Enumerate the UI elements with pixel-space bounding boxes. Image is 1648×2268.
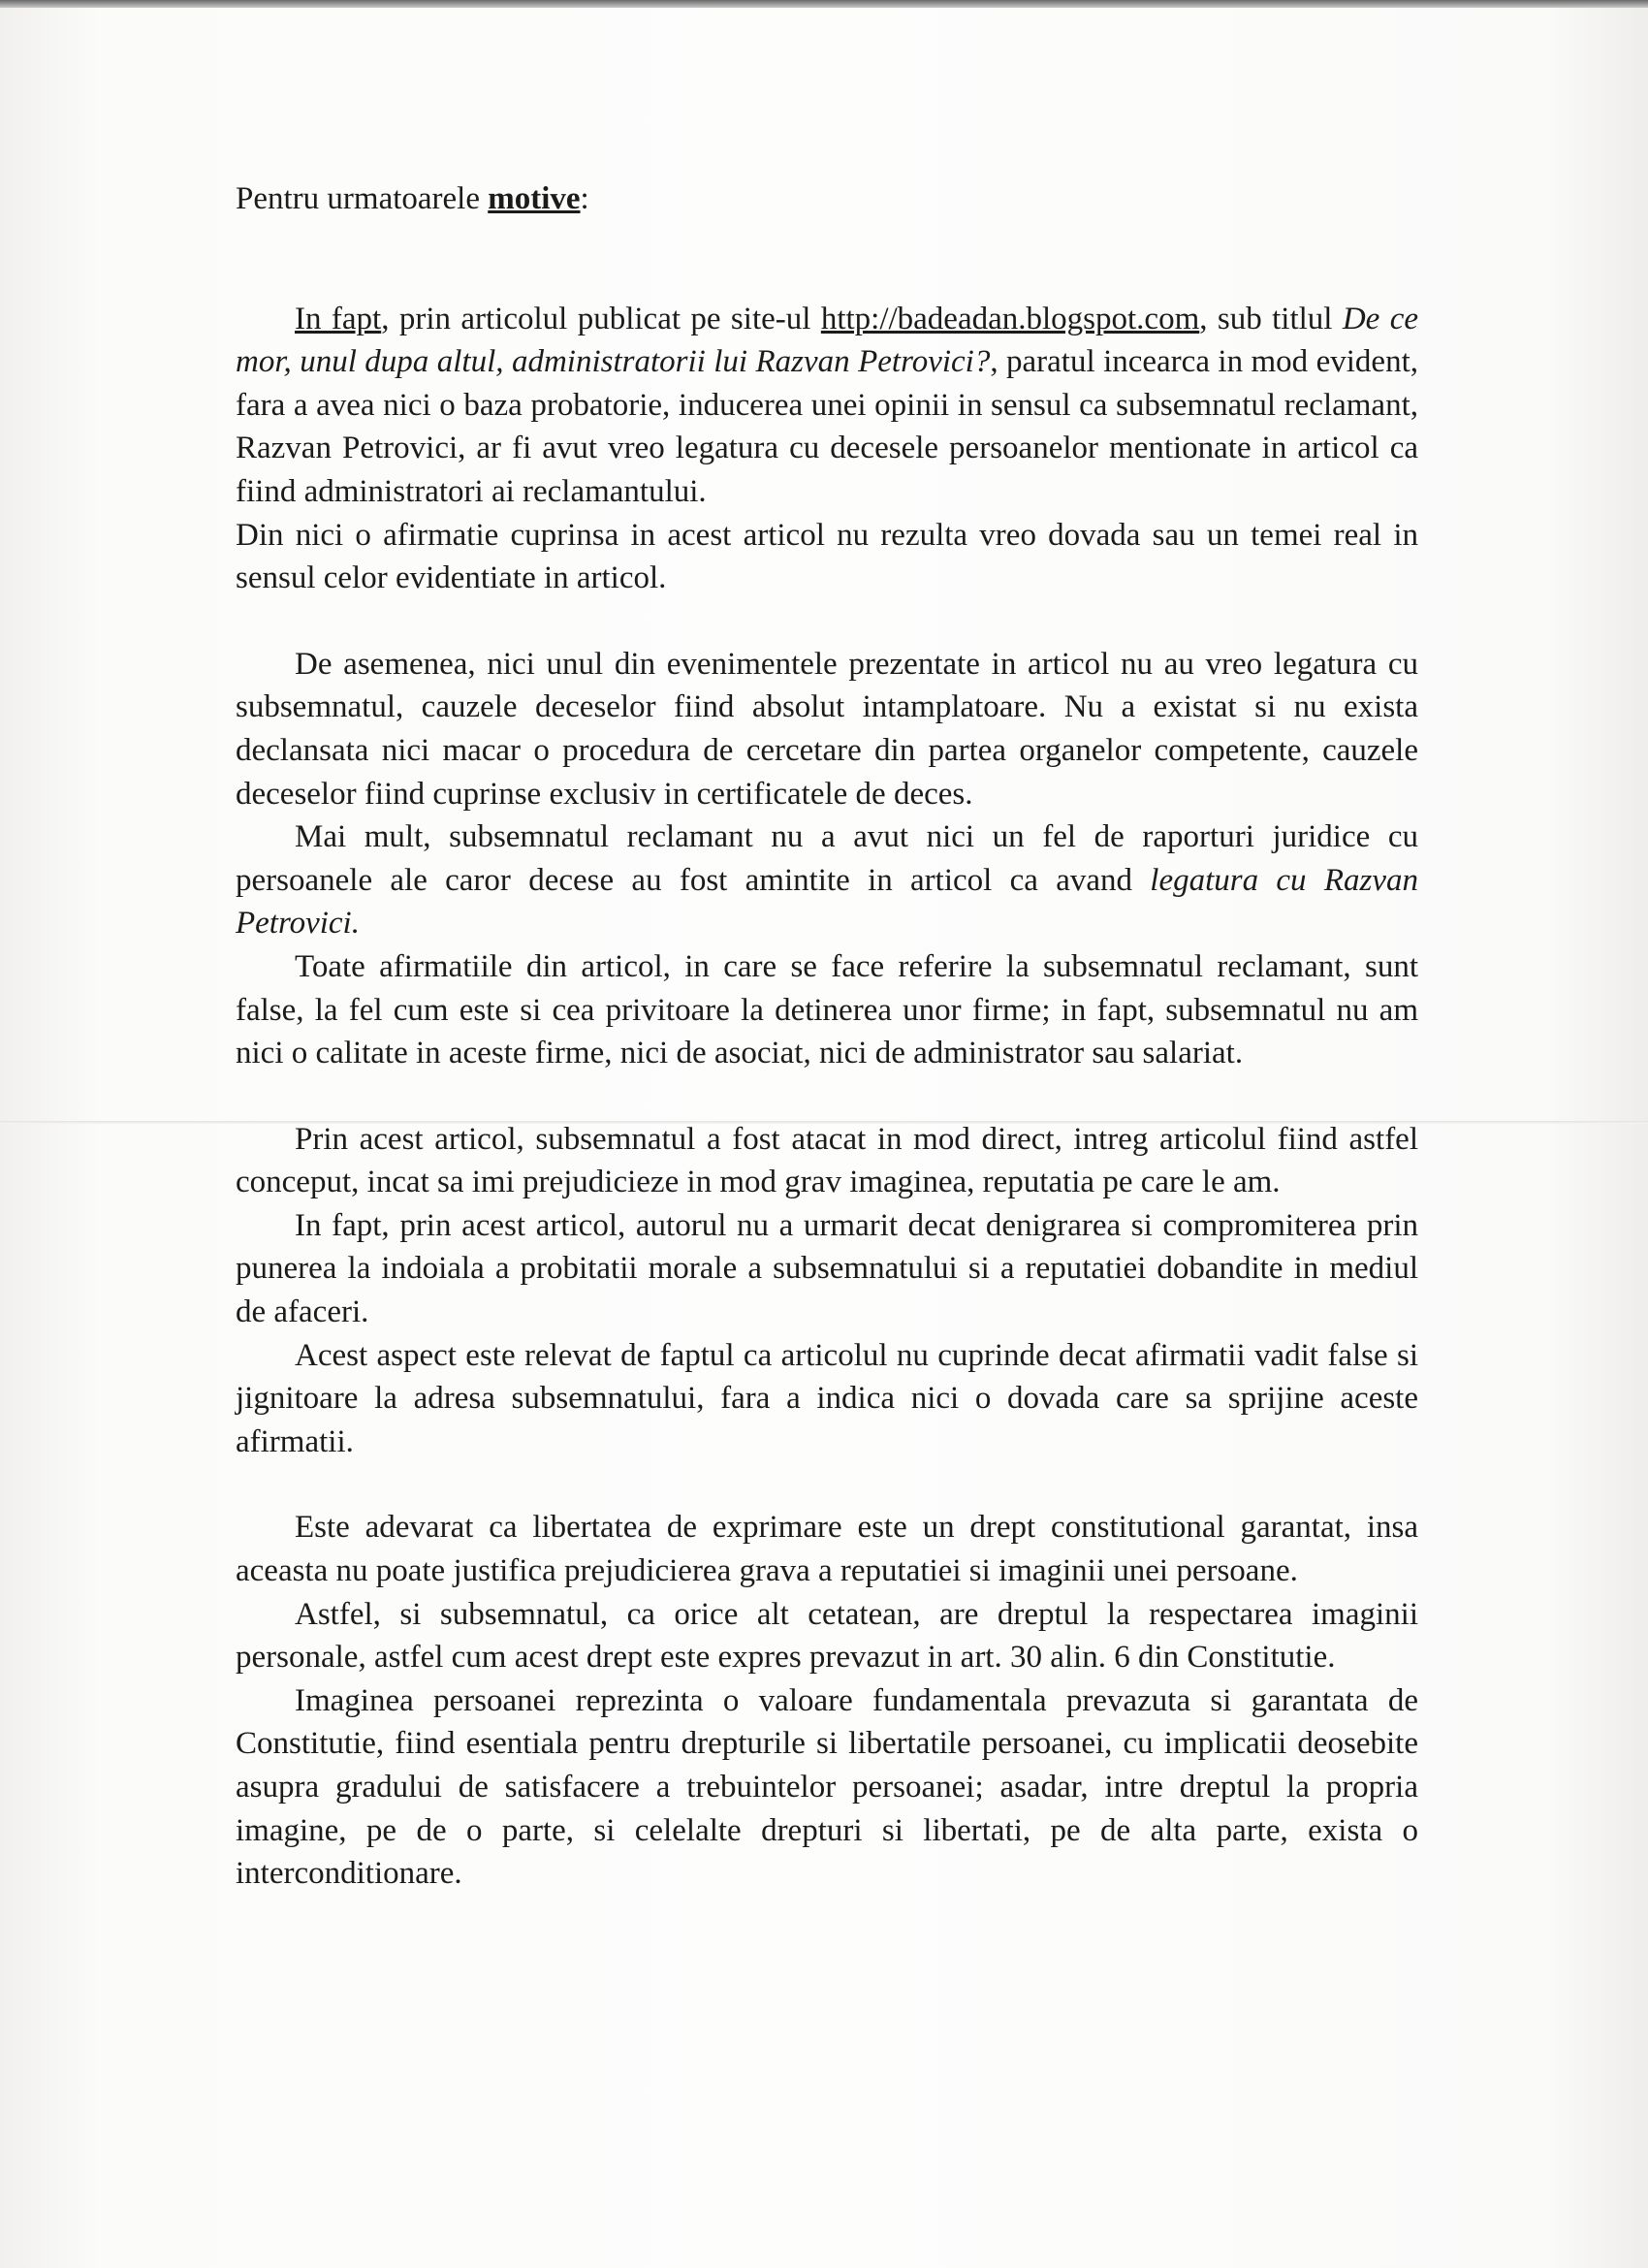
paragraph-4-italic: legatura cu Razvan Petrovici. (236, 862, 1418, 942)
section-heading (236, 177, 1418, 221)
paragraph-3: De asemenea, nici unul din evenimentele prezentate in articol nu au vreo legatura cu subsemnatul, cauzele deceselor fiind absolut intamplatoare. Nu a existat si nu exista declansata nici macar o procedura de cercetare din partea organelor competente, cauzele deceselor fiind cuprinse exclusiv in certificatele de deces. (236, 646, 1418, 812)
paragraph-7: In fapt, prin acest articol, autorul nu a urmarit decat denigrarea si compromiterea prin punerea la indoiala a probitatii morale a subsemnatului si a reputatiei dobandite in mediul de afaceri. (236, 1207, 1418, 1330)
paragraph-8: Acest aspect este relevat de faptul ca articolul nu cuprinde decat afirmatii vadit false si jignitoare la adresa subsemnatului, fara a indica nici o dovada care sa sprijine aceste afirmatii. (236, 1337, 1418, 1459)
paragraph-2 (236, 514, 1418, 600)
heading-prefix: Pentru urmatoarele (236, 181, 489, 216)
article-title: De ce mor, unul dupa altul, administratorii lui Razvan Petrovici? (236, 301, 1419, 380)
lead-in-fapt: In fapt (295, 301, 382, 336)
paragraph-2-text: Din nici o afirmatie cuprinsa in acest articol nu rezulta vreo dovada sau un temei real in sensul celor evidentiate in articol. (236, 517, 1418, 596)
paragraph-6: Prin acest articol, subsemnatul a fost atacat in mod direct, intreg articolul fiind astfel conceput, incat sa imi prejudicieze in mod grav imaginea, reputatia pe care le am. (236, 1121, 1418, 1200)
spacer (236, 1463, 1418, 1506)
paragraph-1-text-b: , sub titlul (1199, 301, 1343, 336)
paragraph-4 (236, 815, 1418, 945)
blog-link[interactable]: http://badeadan.blogspot.com (820, 301, 1200, 336)
scan-top-edge (0, 0, 1648, 8)
paragraph-11: Imaginea persoanei reprezinta o valoare fundamentala prevazuta si garantata de Constitutie, fiind esentiala pentru drepturile si libertatile persoanei, cu implicatii deosebite asupra gradului de satisfacere a trebuintelor persoanei; asadar, intre dreptul la propria imagine, pe de o parte, si celelalte drepturi si libertati, pe de alta parte, exista o interconditionare. (236, 1682, 1418, 1892)
paragraph-1 (236, 298, 1418, 514)
paragraph-4-text: Mai mult, subsemnatul reclamant nu a avut nici un fel de raporturi juridice cu persoanele ale caror decese au fost amintite in articol ca avand (236, 819, 1418, 898)
paragraph-5: Toate afirmatiile din articol, in care se face referire la subsemnatul reclamant, sunt false, la fel cum este si cea privitoare la detinerea unor firme; in fapt, subsemnatul nu am nici o calitate in aceste firme, nici de asociat, nici de administrator sau salariat. (236, 948, 1418, 1071)
document-body (236, 177, 1418, 1896)
paragraph-1-text-c: , paratul incearca in mod evident, fara a avea nici o baza probatorie, inducerea unei opinii in sensul ca subsemnatul reclamant, Razvan Petrovici, ar fi avut vreo legatura cu decesele persoanelor mentionate in articol ca fiind administratori ai reclamantului. (236, 344, 1418, 509)
paragraph-9: Este adevarat ca libertatea de exprimare este un drept constitutional garantat, insa aceasta nu poate justifica prejudicierea grava a reputatiei si imaginii unei persoane. (236, 1510, 1418, 1589)
heading-emphasis: motive (488, 181, 581, 216)
heading-suffix: : (580, 181, 589, 216)
spacer (236, 1075, 1418, 1118)
paragraph-1-text-a: , prin articolul publicat pe site-ul (381, 301, 821, 336)
spacer (236, 600, 1418, 643)
paragraph-10: Astfel, si subsemnatul, ca orice alt cetatean, are dreptul la respectarea imaginii personale, astfel cum acest drept este expres prevazut in art. 30 alin. 6 din Constitutie. (236, 1596, 1418, 1676)
